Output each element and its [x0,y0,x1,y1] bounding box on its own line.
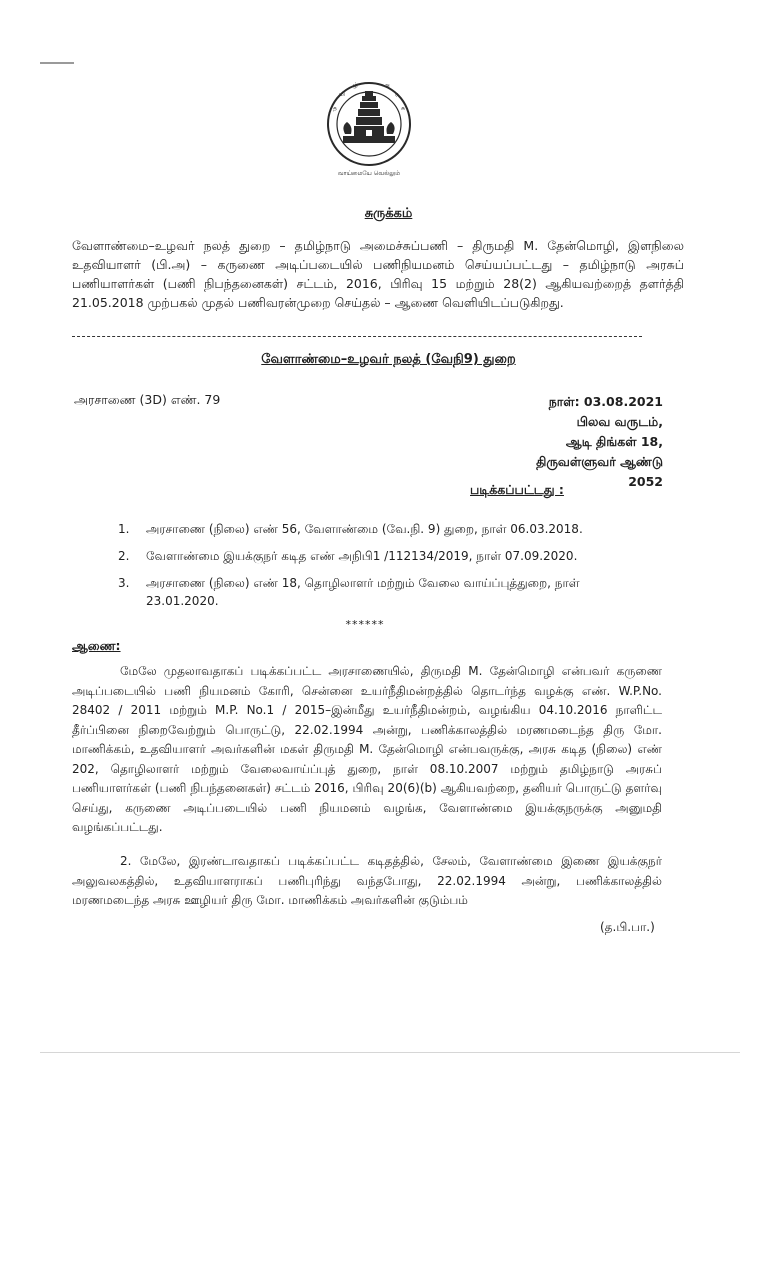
tamil-month: ஆடி திங்கள் 18, [565,434,663,449]
svg-text:வாய்மையே வெல்லும்: வாய்மையே வெல்லும் [337,170,401,177]
go-number: அரசாணை (3D) எண். 79 [74,392,221,407]
order-label: ஆணை: [72,638,121,653]
tamil-nadu-emblem-icon [325,76,413,180]
date-block [500,392,663,492]
department-heading: வேளாண்மை–உழவர் நலத் (வேநி9) துறை [261,352,516,367]
references-heading: படிக்கப்பட்டது : [470,482,564,497]
svg-text:அ: அ [383,82,390,89]
order-paragraph-2 [72,852,662,911]
list-item [118,547,638,565]
reference-text: வேளாண்மை இயக்குநர் கடித எண் அநிபி1 /112134/2019, நாள் 07.09.2020. [146,549,578,563]
list-item [118,574,638,610]
svg-text:சு: சு [401,105,405,112]
dashed-divider [72,336,642,337]
svg-text:மி: மி [339,91,345,98]
svg-text:ழ்: ழ் [353,82,358,89]
svg-text:ர: ர [395,91,399,98]
svg-text:த: த [333,105,337,112]
reference-number: 1. [118,522,130,536]
order-paragraph-1 [72,662,662,838]
reference-list [118,520,638,619]
scan-mark [40,62,74,64]
reference-number: 3. [118,576,130,590]
order-paragraph-2-text: 2. மேலே, இரண்டாவதாகப் படிக்கப்பட்ட கடிதத்தில், சேலம், வேளாண்மை இணை இயக்குநர் அலுவலகத்தில், உதவியாளராகப் பணிபுரிந்து வந்தபோது, 22.02.1994 அன்று, பணிக்காலத்தில் மரணமடைந்த அரசு ஊழியர் திரு மோ. மாணிக்கம் அவர்களின் குடும்பம் [72,854,662,907]
go-date: நாள்: 03.08.2021 [548,394,663,409]
reference-number: 2. [118,549,130,563]
summary-heading: சுருக்கம் [364,206,413,221]
list-item [118,520,638,538]
tamil-year: பிலவ வருடம், [576,414,663,429]
summary-text: வேளாண்மை–உழவர் நலத் துறை – தமிழ்நாடு அமைச்சுப்பணி – திருமதி M. தேன்மொழி, இளநிலை உதவியாளர் (பி.அ) – கருணை அடிப்படையில் பணிநியமனம் செய்யப்பட்டது – தமிழ்நாடு அரசுப் பணியாளர்கள் (பணி நிபந்தனைகள்) சட்டம், 2016, பிரிவு 15 மற்றும் 28(2) ஆகியவற்றைத் தளர்த்தி 21.05.2018 முற்பகல் முதல் பணிவரன்முறை செய்தல் – ஆணை வெளியிடப்படுகிறது. [72,238,684,310]
order-paragraph-1-text: மேலே முதலாவதாகப் படிக்கப்பட்ட அரசாணையில், திருமதி M. தேன்மொழி என்பவர் கருணை அடிப்படையில் பணி நியமனம் கோரி, சென்னை உயர்நீதிமன்றத்தில் தொடர்ந்த வழக்கு எண். W.P.No. 28402 / 2011 மற்றும் M.P. No.1 / 2015–இன்மீது உயர்நீதிமன்றம், வழங்கிய 04.10.2016 நாளிட்ட தீர்ப்பினை நிறைவேற்றும் பொருட்டு, 22.02.1994 அன்று, பணிக்காலத்தில் மரணமடைந்த திரு மோ. மாணிக்கம், உதவியாளர் அவர்களின் மகள் திருமதி M. தேன்மொழி என்பவருக்கு, அரசு கடித (நிலை) எண் 202, தொழிலாளர் மற்றும் வேலைவாய்ப்புத் துறை, நாள் 08.10.2007 மற்றும் தமிழ்நாடு அரசுப் பணியாளர்கள் (பணி நிபந்தனைகள்) சட்டம் 2016, பிரிவு 20(6)(b) ஆகியவற்றை, தனியர் பொருட்டு தளர்வு செய்து, கருணை அடிப்படையில் பணி நியமனம் வழங்க, வேளாண்மை இயக்குநருக்கு அனுமதி வழங்கப்பட்டது. [72,664,662,834]
thiruvalluvar-year: திருவள்ளுவர் ஆண்டு 2052 [536,454,663,489]
reference-text: அரசாணை (நிலை) எண் 18, தொழிலாளர் மற்றும் வேலை வாய்ப்புத்துறை, நாள் 23.01.2020. [146,576,580,608]
section-separator: ****** [345,618,385,631]
please-turn-over: (த.பி.பா.) [600,920,655,934]
page-edge-line [40,1052,740,1053]
reference-text: அரசாணை (நிலை) எண் 56, வேளாண்மை (வே.நி. 9) துறை, நாள் 06.03.2018. [146,522,583,536]
